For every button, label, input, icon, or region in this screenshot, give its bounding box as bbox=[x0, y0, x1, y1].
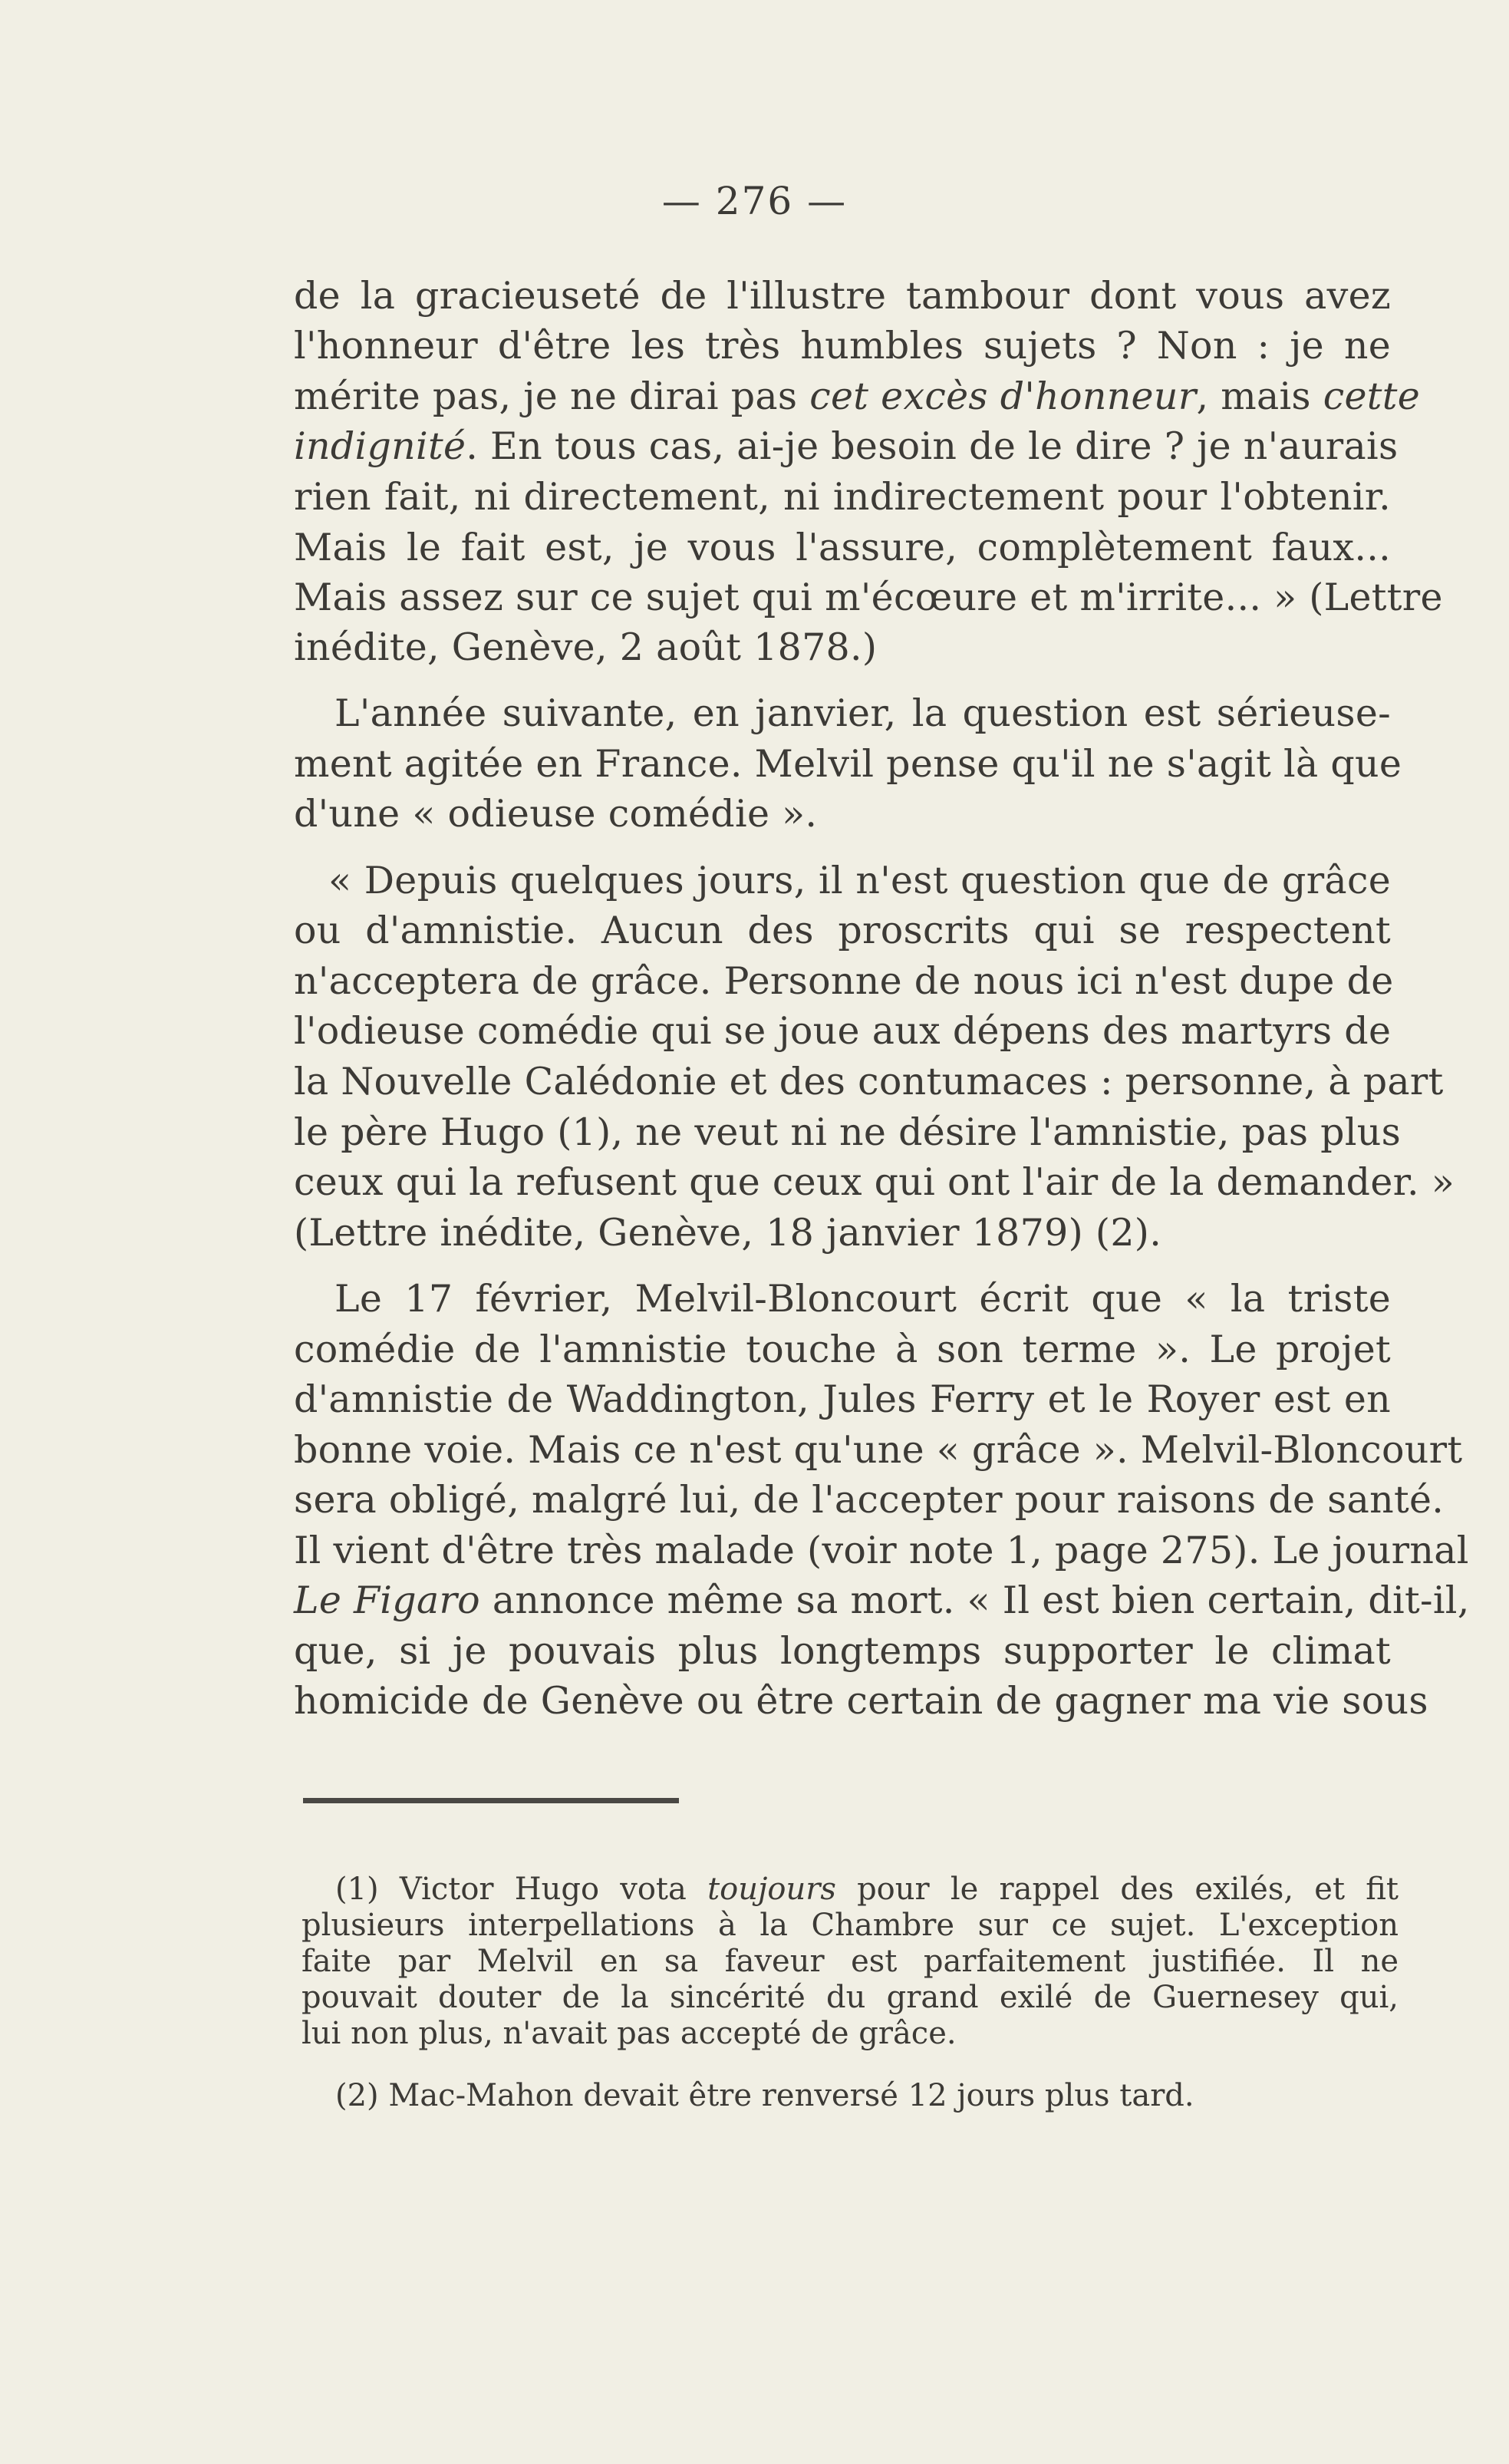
text-line: la Nouvelle Calédonie et des contumaces : personne, à part bbox=[294, 1060, 1444, 1103]
text-line: le père Hugo (1), ne veut ni ne désire l'amnistie, pas plus bbox=[294, 1110, 1402, 1154]
footnote-line: (2) Mac-Mahon devait être renversé 12 jours plus tard. bbox=[335, 2078, 1194, 2113]
text-line bbox=[294, 1577, 1470, 1625]
text-line bbox=[294, 373, 1421, 421]
text-span: mérite pas, je ne dirai pas bbox=[294, 374, 810, 418]
italic-text: toujours bbox=[707, 1872, 836, 1907]
text-line: de la gracieuseté de l'illustre tambour dont vous avez bbox=[294, 274, 1391, 318]
text-line: Le 17 février, Melvil-Bloncourt écrit que « la triste bbox=[334, 1277, 1391, 1321]
text-line: Il vient d'être très malade (voir note 1, page 275). Le journal bbox=[294, 1529, 1469, 1572]
text-line: l'odieuse comédie qui se joue aux dépens des martyrs de bbox=[294, 1009, 1392, 1053]
footnote-line: pouvait douter de la sincérité du grand exilé de Guernesey qui, bbox=[301, 1980, 1399, 2015]
text-line: « Depuis quelques jours, il n'est question que de grâce bbox=[328, 859, 1391, 902]
text-span: , mais bbox=[1196, 374, 1323, 418]
footnote-line: lui non plus, n'avait pas accepté de grâce. bbox=[301, 2016, 957, 2051]
text-line: bonne voie. Mais ce n'est qu'une « grâce ». Melvil-Bloncourt bbox=[294, 1428, 1463, 1472]
text-line: rien fait, ni directement, ni indirectement pour l'obtenir. bbox=[294, 475, 1391, 519]
italic-text: indignité bbox=[294, 424, 466, 468]
text-line: que, si je pouvais plus longtemps supporter le climat bbox=[294, 1629, 1391, 1673]
text-line: (Lettre inédite, Genève, 18 janvier 1879) (2). bbox=[294, 1211, 1162, 1255]
text-line: Mais le fait est, je vous l'assure, complètement faux... bbox=[294, 526, 1391, 569]
italic-text: cette bbox=[1323, 374, 1421, 418]
footnote-line: faite par Melvil en sa faveur est parfaitement justifiée. Il ne bbox=[301, 1944, 1399, 1979]
text-line: ou d'amnistie. Aucun des proscrits qui se respectent bbox=[294, 909, 1391, 952]
page-number: — 276 — bbox=[661, 179, 848, 223]
text-line: d'une « odieuse comédie ». bbox=[294, 792, 818, 836]
text-line: sera obligé, malgré lui, de l'accepter pour raisons de santé. bbox=[294, 1478, 1445, 1522]
text-line: inédite, Genève, 2 août 1878.) bbox=[294, 625, 878, 669]
text-line: ceux qui la refusent que ceux qui ont l'air de la demander. » bbox=[294, 1160, 1455, 1204]
text-line: l'honneur d'être les très humbles sujets ? Non : je ne bbox=[294, 324, 1391, 368]
text-line: L'année suivante, en janvier, la question est sérieuse- bbox=[334, 691, 1391, 735]
text-line: Mais assez sur ce sujet qui m'écœure et m'irrite... » (Lettre bbox=[294, 576, 1443, 619]
text-span: . En tous cas, ai-je besoin de le dire ? je n'aurais bbox=[466, 424, 1399, 468]
text-span: (1) Victor Hugo vota bbox=[335, 1872, 708, 1907]
italic-text: cet excès d'honneur bbox=[809, 374, 1197, 418]
text-line: n'acceptera de grâce. Personne de nous ici n'est dupe de bbox=[294, 959, 1394, 1003]
text-line: ment agitée en France. Melvil pense qu'il ne s'agit là que bbox=[294, 742, 1402, 786]
italic-text: Le Figaro bbox=[294, 1578, 480, 1622]
text-span: pour le rappel des exilés, et fit bbox=[835, 1872, 1399, 1907]
text-line: homicide de Genève ou être certain de gagner ma vie sous bbox=[294, 1679, 1428, 1723]
footnote-divider bbox=[303, 1798, 679, 1803]
text-line: d'amnistie de Waddington, Jules Ferry et le Royer est en bbox=[294, 1377, 1391, 1421]
text-line bbox=[294, 423, 1399, 470]
text-span: annonce même sa mort. « Il est bien certain, dit-il, bbox=[480, 1578, 1470, 1622]
footnote-line bbox=[335, 1870, 1399, 1908]
footnote-line: plusieurs interpellations à la Chambre sur ce sujet. L'exception bbox=[301, 1908, 1399, 1943]
text-line: comédie de l'amnistie touche à son terme ». Le projet bbox=[294, 1328, 1391, 1371]
